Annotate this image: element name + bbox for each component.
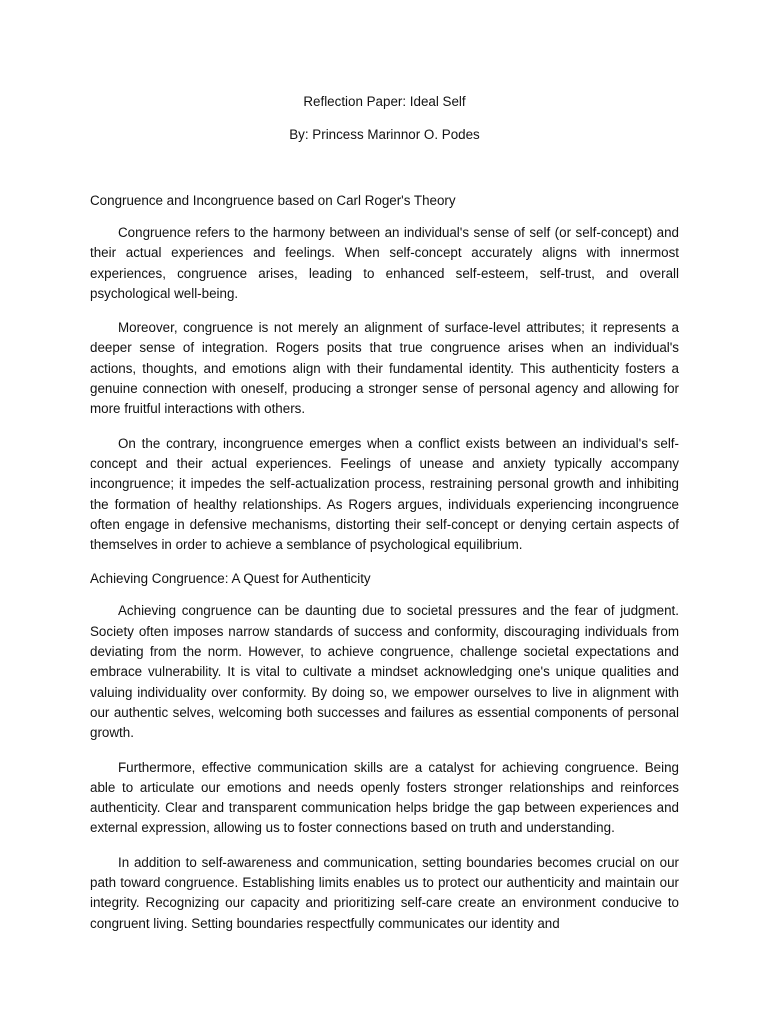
document-author: By: Princess Marinnor O. Podes (289, 127, 480, 142)
paragraph: Furthermore, effective communication skills are a catalyst for achieving congruence. Being able to articulate our emotions and needs openly fosters stronger relationships and reinforces authenticity. Clear and transparent communication helps bridge the gap between experiences and external expression, allowing us to foster connections based on truth and understanding. (90, 759, 679, 836)
paragraph: Achieving congruence can be daunting due to societal pressures and the fear of judgment. Society often imposes narrow standards of success and conformity, discouraging individuals from deviating from the norm. However, to achieve congruence, challenge societal expectations and embrace vulnerability. It is vital to cultivate a mindset acknowledging one's unique qualities and valuing individuality over conformity. By doing so, we empower ourselves to live in alignment with our authentic selves, welcoming both successes and failures as essential components of personal growth. (90, 603, 679, 741)
section-heading-congruence: Congruence and Incongruence based on Carl Roger's Theory (90, 193, 456, 208)
document-page (90, 91, 679, 934)
paragraph: In addition to self-awareness and communication, setting boundaries becomes crucial on our path toward congruence. Establishing limits enables us to protect our authenticity and maintain our integrity. Recognizing our capacity and prioritizing self-care create an environment conducive to congruent living. Setting boundaries respectfully communicates our identity and (90, 854, 679, 931)
section-heading-achieving-congruence: Achieving Congruence: A Quest for Authenticity (90, 571, 371, 587)
paragraph: Moreover, congruence is not merely an alignment of surface-level attributes; it represents a deeper sense of integration. Rogers posits that true congruence arises when an individual's actions, thoughts, and emotions align with their fundamental identity. This authenticity fosters a genuine connection with oneself, producing a stronger sense of personal agency and allowing for more fruitful interactions with others. (90, 320, 679, 417)
paragraph: Congruence refers to the harmony between an individual's sense of self (or self-concept) and their actual experiences and feelings. When self-concept accurately aligns with innermost experiences, congruence arises, leading to enhanced self-esteem, self-trust, and overall psychological well-being. (90, 225, 679, 301)
document-title: Reflection Paper: Ideal Self (303, 94, 466, 109)
paragraph: On the contrary, incongruence emerges when a conflict exists between an individual's self-concept and their actual experiences. Feelings of unease and anxiety typically accompany incongruence; it impedes the self-actualization process, restraining personal growth and inhibiting the formation of healthy relationships. As Rogers argues, individuals experiencing incongruence often engage in defensive mechanisms, distorting their self-concept or denying certain aspects of themselves in order to achieve a semblance of psychological equilibrium. (90, 435, 679, 553)
